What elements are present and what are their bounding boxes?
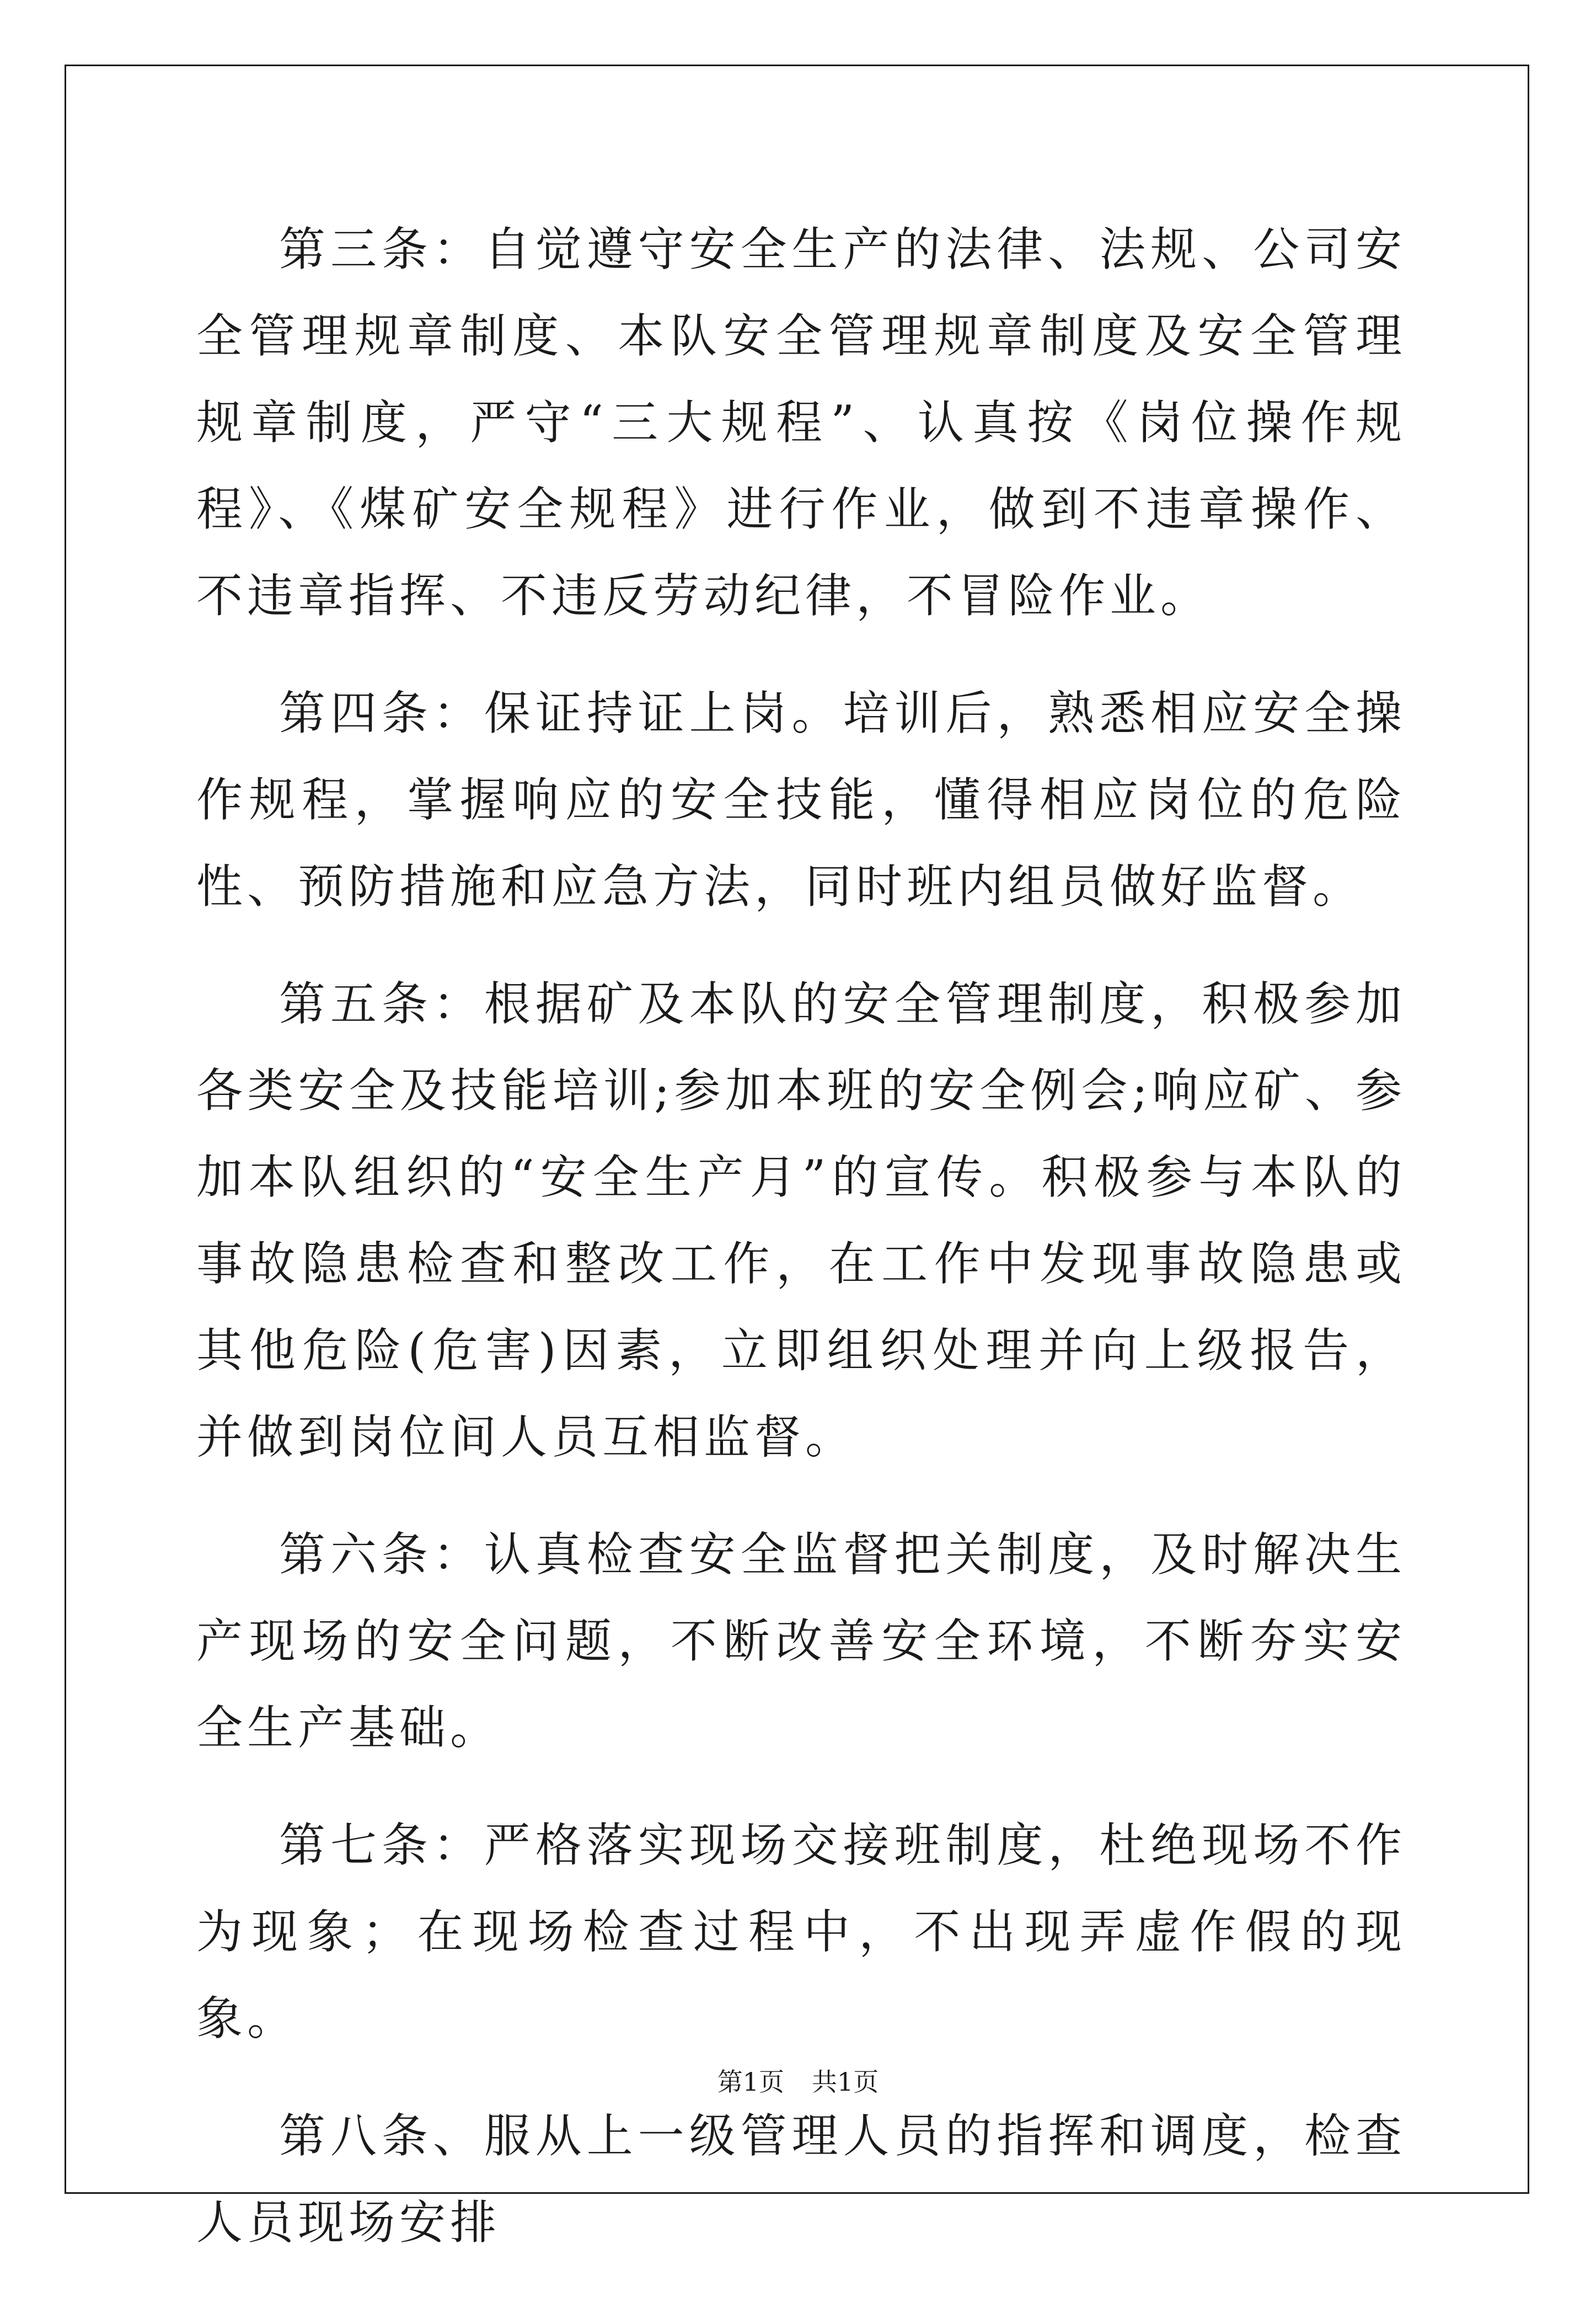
page-number: 第1页 xyxy=(717,2067,784,2097)
paragraph-article-7: 第七条：严格落实现场交接班制度，杜绝现场不作为现象；在现场检查过程中，不出现弄虚作假的现象。 xyxy=(196,1818,1406,2045)
paragraph-article-6: 第六条：认真检查安全监督把关制度，及时解决生产现场的安全问题，不断改善安全环境，不断夯实安全生产基础。 xyxy=(196,1527,1406,1755)
paragraph-article-3: 第三条：自觉遵守安全生产的法律、法规、公司安全管理规章制度、本队安全管理规章制度及安全管理规章制度，严守“三大规程”、认真按《岗位操作规程》、《煤矿安全规程》进行作业，做到不违章操作、不违章指挥、不违反劳动纪律，不冒险作业。 xyxy=(196,222,1406,623)
document-body xyxy=(196,206,1406,2297)
paragraph-article-4: 第四条：保证持证上岗。培训后，熟悉相应安全操作规程，掌握响应的安全技能，懂得相应岗位的危险性、预防措施和应急方法，同时班内组员做好监督。 xyxy=(196,686,1406,914)
page-total: 共1页 xyxy=(812,2067,879,2097)
paragraph-article-8: 第八条、服从上一级管理人员的指挥和调度，检查人员现场安排 xyxy=(196,2109,1406,2250)
paragraph-article-5: 第五条：根据矿及本队的安全管理制度，积极参加各类安全及技能培训;参加本班的安全例会;响应矿、参加本队组织的“安全生产月”的宣传。积极参与本队的事故隐患检查和整改工作，在工作中发现事故隐患或其他危险(危害)因素，立即组织处理并向上级报告，并做到岗位间人员互相监督。 xyxy=(196,977,1406,1464)
page-footer xyxy=(0,2062,1596,2098)
